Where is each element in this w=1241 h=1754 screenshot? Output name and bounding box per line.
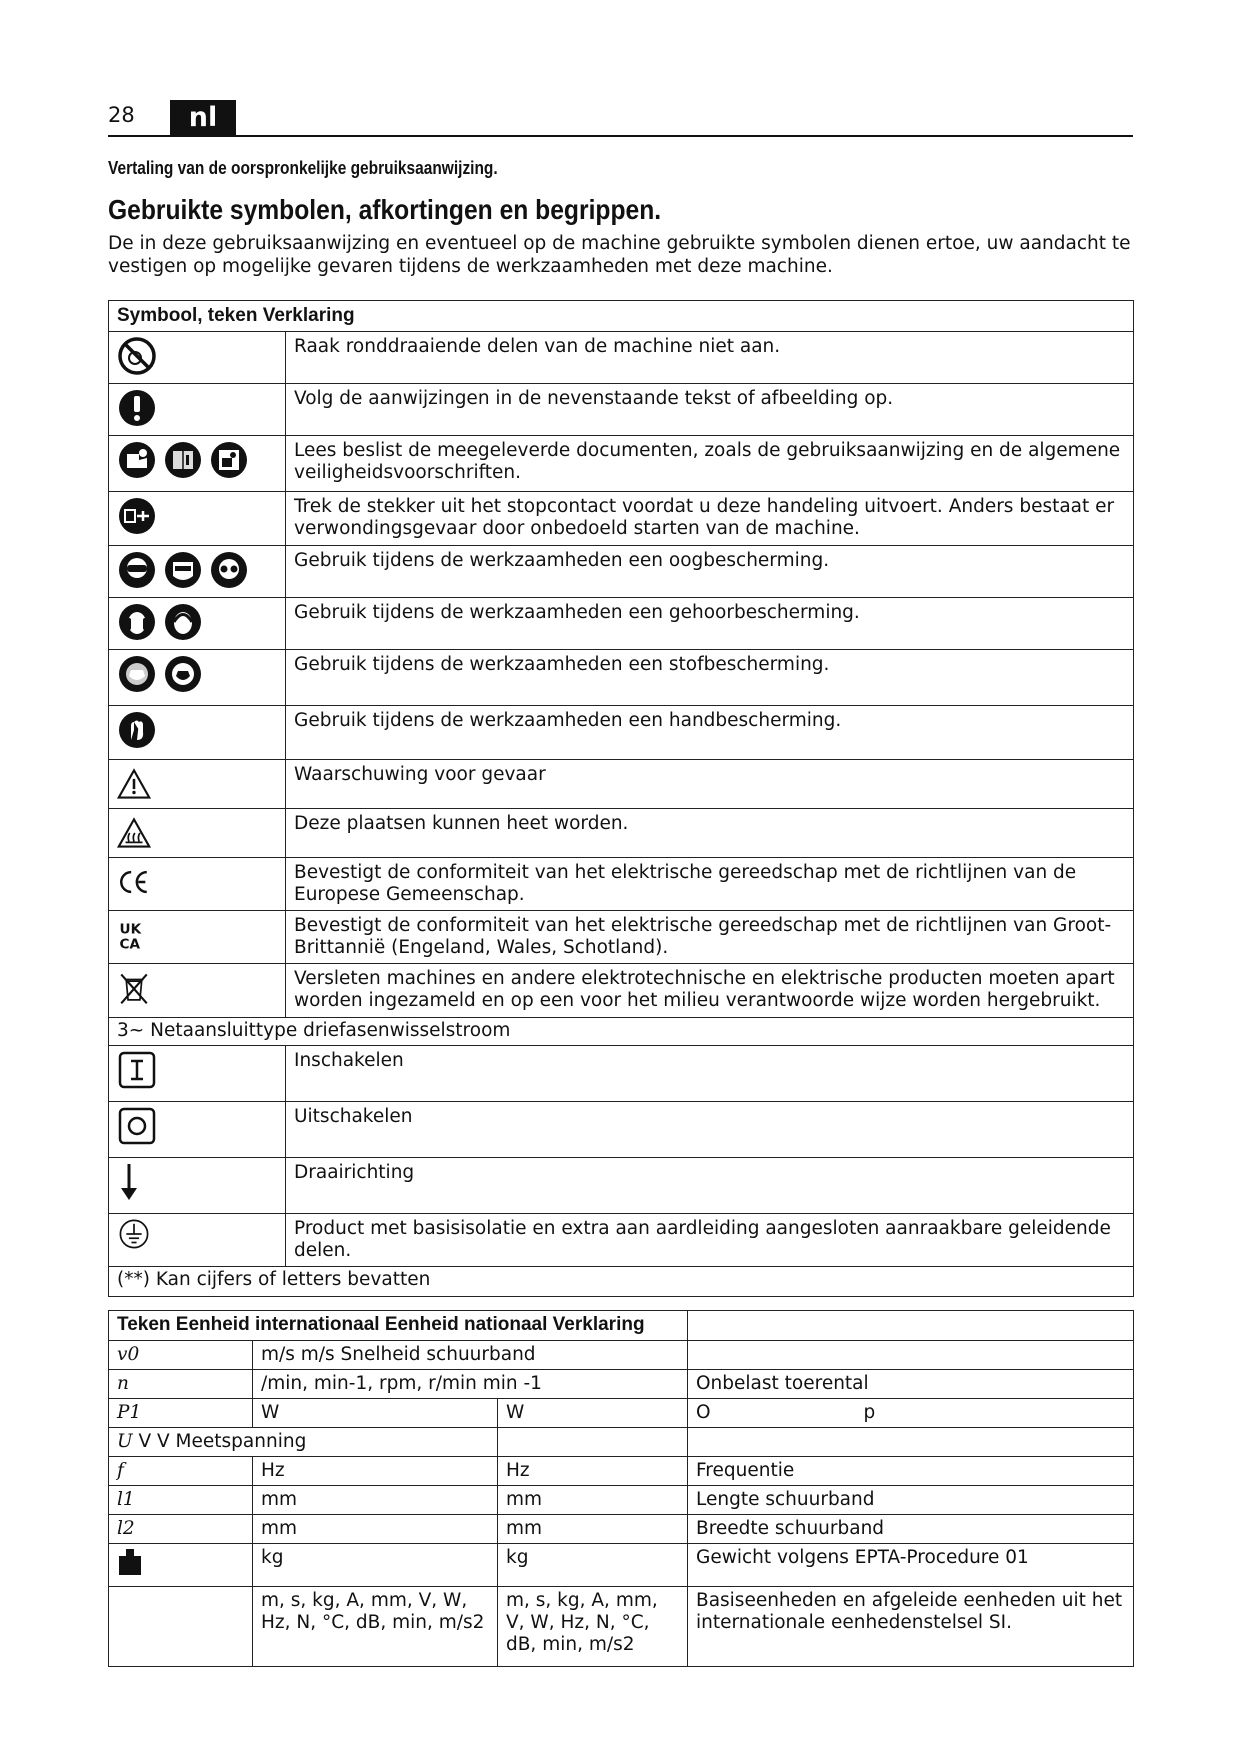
unit-sign: U <box>117 1431 133 1452</box>
row-text: Gebruik tijdens de werkzaamheden een stofbescherming. <box>286 650 1134 706</box>
table-row <box>109 546 1134 598</box>
unit-desc: Basiseenheden en afgeleide eenheden uit het internationale eenhedenstelsel SI. <box>688 1587 1134 1667</box>
table-row <box>109 1544 1134 1587</box>
symbols-header-cell: Symbool, teken Verklaring <box>109 301 1134 332</box>
unit-intl: V V Meetspanning <box>138 1431 307 1452</box>
table-row <box>109 1457 1134 1486</box>
table-row <box>109 1486 1134 1515</box>
unit-desc: Gewicht volgens EPTA-Procedure 01 <box>688 1544 1134 1587</box>
goggles-icon <box>117 550 157 590</box>
row-text: Deze plaatsen kunnen heet worden. <box>286 809 1134 858</box>
units-header-cell: Teken Eenheid internationaal Eenheid nationaal Verklaring <box>109 1311 688 1341</box>
table-row <box>109 911 1134 964</box>
units-table <box>108 1310 1134 1667</box>
manual-icon <box>209 440 249 480</box>
unit-measure-row <box>109 1428 498 1457</box>
switch-off-icon <box>117 1106 157 1146</box>
table-row <box>109 964 1134 1018</box>
table-row <box>109 332 1134 384</box>
unit-sign: f <box>109 1457 253 1486</box>
table-row <box>109 1341 1134 1370</box>
ear-muff-icon <box>163 602 203 642</box>
table-row <box>109 1399 1134 1428</box>
switch-on-icon <box>117 1050 157 1090</box>
svg-text:CA: CA <box>119 936 141 952</box>
units-table-header <box>109 1311 1134 1341</box>
row-text: Versleten machines en andere elektrotechnische en elektrische producten moeten apart worden ingezameld en op een voor het milieu verantwoorde wijze worden hergebruikt. <box>286 964 1134 1018</box>
row-text: Bevestigt de conformiteit van het elektrische gereedschap met de richtlijnen van Groot-Brittannië (Engeland, Wales, Schotland). <box>286 911 1134 964</box>
header-rule <box>108 135 1133 137</box>
unit-intl: mm <box>253 1515 498 1544</box>
translation-note: Vertaling van de oorspronkelijke gebruiksaanwijzing. <box>108 158 498 178</box>
table-row <box>109 1214 1134 1267</box>
unit-natl: mm <box>498 1486 688 1515</box>
unit-natl: W <box>498 1399 688 1428</box>
info-book-icon <box>163 440 203 480</box>
unit-natl <box>498 1428 688 1457</box>
rotating-parts-icon <box>117 336 157 376</box>
warning-triangle-icon <box>117 767 151 801</box>
unit-desc: Lengte schuurband <box>688 1486 1134 1515</box>
footnote-text: (**) Kan cijfers of letters bevatten <box>109 1267 1134 1297</box>
unit-natl: kg <box>498 1544 688 1587</box>
table-row <box>109 436 1134 492</box>
unplug-icon <box>117 496 157 536</box>
face-shield-icon <box>163 550 203 590</box>
dust-mask-icon <box>117 654 157 694</box>
table-row <box>109 384 1134 436</box>
safety-glasses-icon <box>209 550 249 590</box>
unit-sign: n <box>109 1370 253 1399</box>
table-row <box>109 809 1134 858</box>
ukca-mark-icon <box>117 918 151 952</box>
row-text: Gebruik tijdens de werkzaamheden een oogbescherming. <box>286 546 1134 598</box>
svg-text:UK: UK <box>119 921 142 938</box>
table-row <box>109 706 1134 760</box>
row-text: Gebruik tijdens de werkzaamheden een handbescherming. <box>286 706 1134 760</box>
ce-mark-icon <box>117 865 151 899</box>
page-number: 28 <box>108 103 135 127</box>
rotation-direction-icon <box>117 1162 157 1202</box>
unit-intl: m, s, kg, A, mm, V, W, Hz, N, °C, dB, min, m/s2 <box>253 1587 498 1667</box>
unit-sign: v0 <box>109 1341 253 1370</box>
table-row <box>109 492 1134 546</box>
footer-row <box>109 1267 1134 1297</box>
intro-paragraph: De in deze gebruiksaanwijzing en eventueel op de machine gebruikte symbolen dienen ertoe, uw aandacht te vestigen op mogelijke gevaren tijdens de werkzaamheden met deze machine. <box>108 233 1131 277</box>
weee-bin-icon <box>117 971 151 1005</box>
symbols-table-header <box>109 301 1134 332</box>
unit-natl: Hz <box>498 1457 688 1486</box>
unit-sign: l1 <box>109 1486 253 1515</box>
page-title: Gebruikte symbolen, afkortingen en begrippen. <box>108 194 662 225</box>
table-row <box>109 1515 1134 1544</box>
earth-ground-icon <box>117 1217 151 1251</box>
table-row <box>109 650 1134 706</box>
table-row <box>109 1046 1134 1102</box>
unit-intl: m/s m/s Snelheid schuurband <box>253 1341 688 1370</box>
mains-text: 3~ Netaansluittype driefasenwisselstroom <box>109 1018 1134 1046</box>
row-text: Raak ronddraaiende delen van de machine niet aan. <box>286 332 1134 384</box>
mandatory-icon <box>117 388 157 428</box>
table-row <box>109 760 1134 809</box>
unit-natl: mm <box>498 1515 688 1544</box>
hot-surface-icon <box>117 816 151 850</box>
symbols-table <box>108 300 1134 1297</box>
row-text: Trek de stekker uit het stopcontact voordat u deze handeling uitvoert. Anders bestaat er verwondingsgevaar door onbedoeld starten van de machine. <box>286 492 1134 546</box>
table-row <box>109 858 1134 911</box>
unit-sign: P1 <box>109 1399 253 1428</box>
row-text: Bevestigt de conformiteit van het elektrische gereedschap met de richtlijnen van de Europese Gemeenschap. <box>286 858 1134 911</box>
row-text: Inschakelen <box>286 1046 1134 1102</box>
gloves-icon <box>117 710 157 750</box>
row-text: Volg de aanwijzingen in de nevenstaande tekst of afbeelding op. <box>286 384 1134 436</box>
unit-desc: Breedte schuurband <box>688 1515 1134 1544</box>
table-row <box>109 598 1134 650</box>
table-row <box>109 1158 1134 1214</box>
respirator-icon <box>163 654 203 694</box>
unit-natl: m, s, kg, A, mm, V, W, Hz, N, °C, dB, min, m/s2 <box>498 1587 688 1667</box>
language-badge: nl <box>170 100 236 135</box>
unit-desc: Frequentie <box>688 1457 1134 1486</box>
unit-desc: Onbelast toerental <box>688 1370 1134 1399</box>
table-row <box>109 1370 1134 1399</box>
unit-intl: kg <box>253 1544 498 1587</box>
mains-row <box>109 1018 1134 1046</box>
row-text: Draairichting <box>286 1158 1134 1214</box>
unit-desc: O p <box>688 1399 1134 1428</box>
table-row <box>109 1102 1134 1158</box>
unit-intl: W <box>253 1399 498 1428</box>
table-row <box>109 1428 1134 1457</box>
row-text: Uitschakelen <box>286 1102 1134 1158</box>
read-manual-icon <box>117 440 157 480</box>
weight-sign-cell <box>109 1544 253 1587</box>
unit-intl: Hz <box>253 1457 498 1486</box>
row-text: Gebruik tijdens de werkzaamheden een gehoorbescherming. <box>286 598 1134 650</box>
row-text: Waarschuwing voor gevaar <box>286 760 1134 809</box>
unit-sign: l2 <box>109 1515 253 1544</box>
ear-protection-icon <box>117 602 157 642</box>
unit-desc <box>688 1428 1134 1457</box>
unit-desc <box>688 1341 1134 1370</box>
table-row <box>109 1587 1134 1667</box>
row-text: Product met basisisolatie en extra aan aardleiding aangesloten aanraakbare geleidende delen. <box>286 1214 1134 1267</box>
weight-icon <box>117 1547 143 1577</box>
row-text: Lees beslist de meegeleverde documenten, zoals de gebruiksaanwijzing en de algemene veiligheidsvoorschriften. <box>286 436 1134 492</box>
unit-intl: /min, min-1, rpm, r/min min -1 <box>253 1370 688 1399</box>
unit-intl: mm <box>253 1486 498 1515</box>
